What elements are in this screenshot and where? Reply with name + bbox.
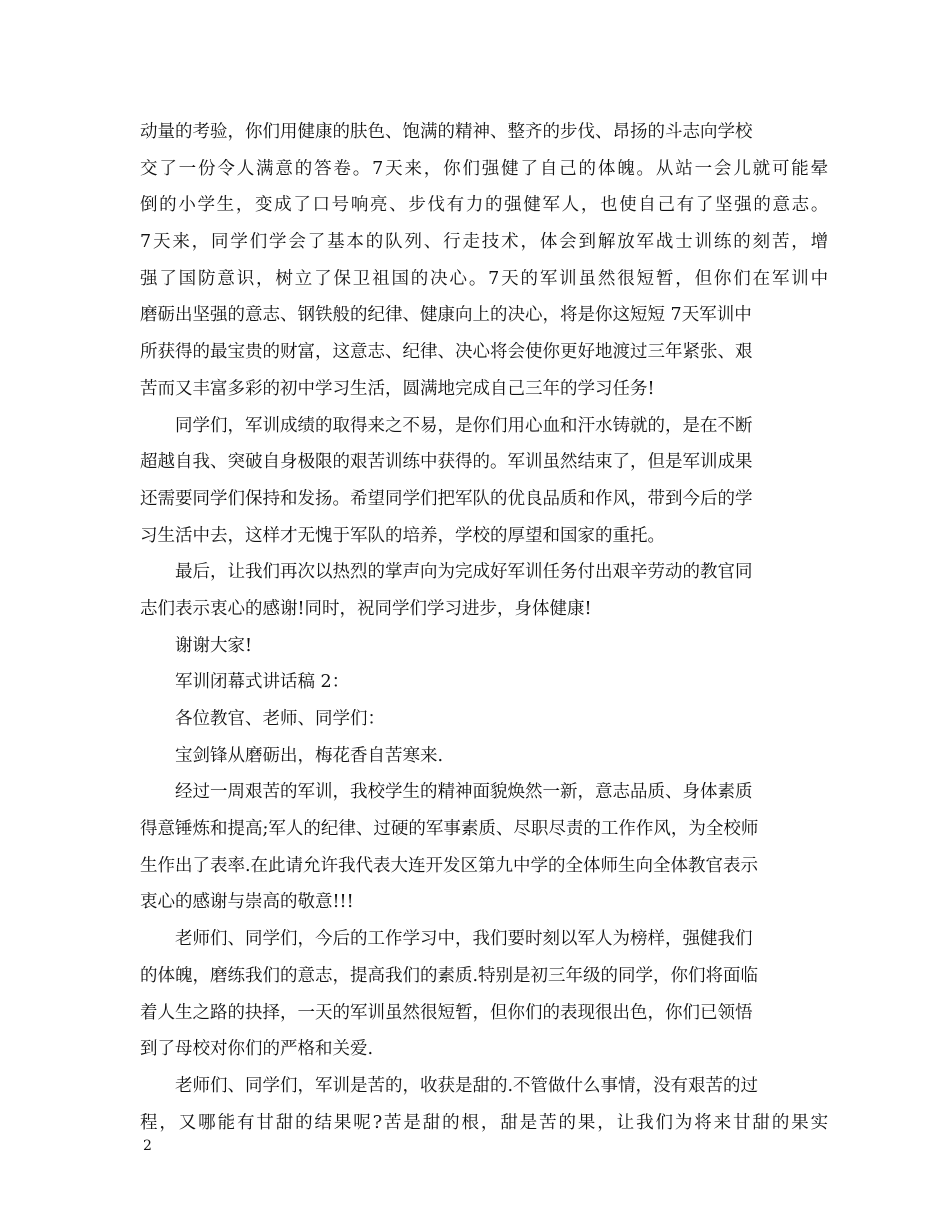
text-line: 的体魄，磨练我们的意志，提高我们的素质.特别是初三年级的同学，你们将面临 (140, 965, 759, 986)
text-line: 强了国防意识，树立了保卫祖国的决心。7天的军训虽然很短暂，但你们在军训中 (140, 268, 830, 289)
text-line: 还需要同学们保持和发扬。希望同学们把军队的优良品质和作风，带到今后的学 (140, 488, 753, 509)
text-line: 宝剑锋从磨砺出，梅花香自苦寒来. (175, 745, 444, 766)
text-line: 超越自我、突破自身极限的艰苦训练中获得的。军训虽然结束了，但是军训成果 (140, 452, 753, 473)
text-line: 7天来，同学们学会了基本的队列、行走技术，体会到解放军战士训练的刻苦，增 (140, 232, 830, 253)
text-line: 各位教官、老师、同学们： (175, 709, 385, 729)
text-line: 到了母校对你们的严格和关爱. (140, 1039, 374, 1060)
text-line: 谢谢大家! (175, 635, 253, 656)
text-line: 最后，让我们再次以热烈的掌声向为完成好军训任务付出艰辛劳动的教官同 (175, 562, 753, 583)
text-line: 同学们，军训成绩的取得来之不易，是你们用心血和汗水铸就的，是在不断 (175, 415, 753, 436)
text-line: 生作出了表率.在此请允许我代表大连开发区第九中学的全体师生向全体教官表示 (140, 855, 759, 876)
text-line: 经过一周艰苦的军训，我校学生的精神面貌焕然一新，意志品质、身体素质 (175, 782, 753, 803)
text-line: 苦而又丰富多彩的初中学习生活，圆满地完成自己三年的学习任务! (140, 378, 655, 399)
text-line: 老师们、同学们，军训是苦的，收获是甜的.不管做什么事情，没有艰苦的过 (175, 1075, 759, 1096)
text-line: 所获得的最宝贵的财富，这意志、纪律、决心将会使你更好地渡过三年紧张、艰 (140, 342, 753, 363)
text-line: 着人生之路的抉择，一天的军训虽然很短暂，但你们的表现很出色，你们已领悟 (140, 1002, 753, 1023)
text-line: 老师们、同学们，今后的工作学习中，我们要时刻以军人为榜样，强健我们 (175, 929, 753, 950)
text-line: 动量的考验，你们用健康的肤色、饱满的精神、整齐的步伐、昂扬的斗志向学校 (140, 122, 753, 142)
page-number: 2 (143, 1138, 152, 1154)
text-line: 磨砺出坚强的意志、钢铁般的纪律、健康向上的决心，将是你这短短 7天军训中 (140, 305, 752, 326)
text-line: 倒的小学生，变成了口号响亮、步伐有力的强健军人，也使自己有了坚强的意志。 (140, 195, 830, 216)
document-body (140, 114, 830, 1141)
text-line: 军训闭幕式讲话稿 2： (175, 672, 350, 693)
text-line: 得意锤炼和提高;军人的纪律、过硬的军事素质、尽职尽责的工作作风，为全校师 (140, 819, 759, 840)
text-line: 志们表示衷心的感谢!同时，祝同学们学习进步，身体健康! (140, 598, 592, 619)
text-line: 习生活中去，这样才无愧于军队的培养，学校的厚望和国家的重托。 (140, 525, 665, 546)
text-line: 程，又哪能有甘甜的结果呢?苦是甜的根，甜是苦的果，让我们为将来甘甜的果实 (140, 1112, 830, 1133)
text-line: 衷心的感谢与崇高的敬意!!! (140, 892, 354, 913)
text-line: 交了一份令人满意的答卷。7天来，你们强健了自己的体魄。从站一会儿就可能晕 (140, 158, 830, 179)
